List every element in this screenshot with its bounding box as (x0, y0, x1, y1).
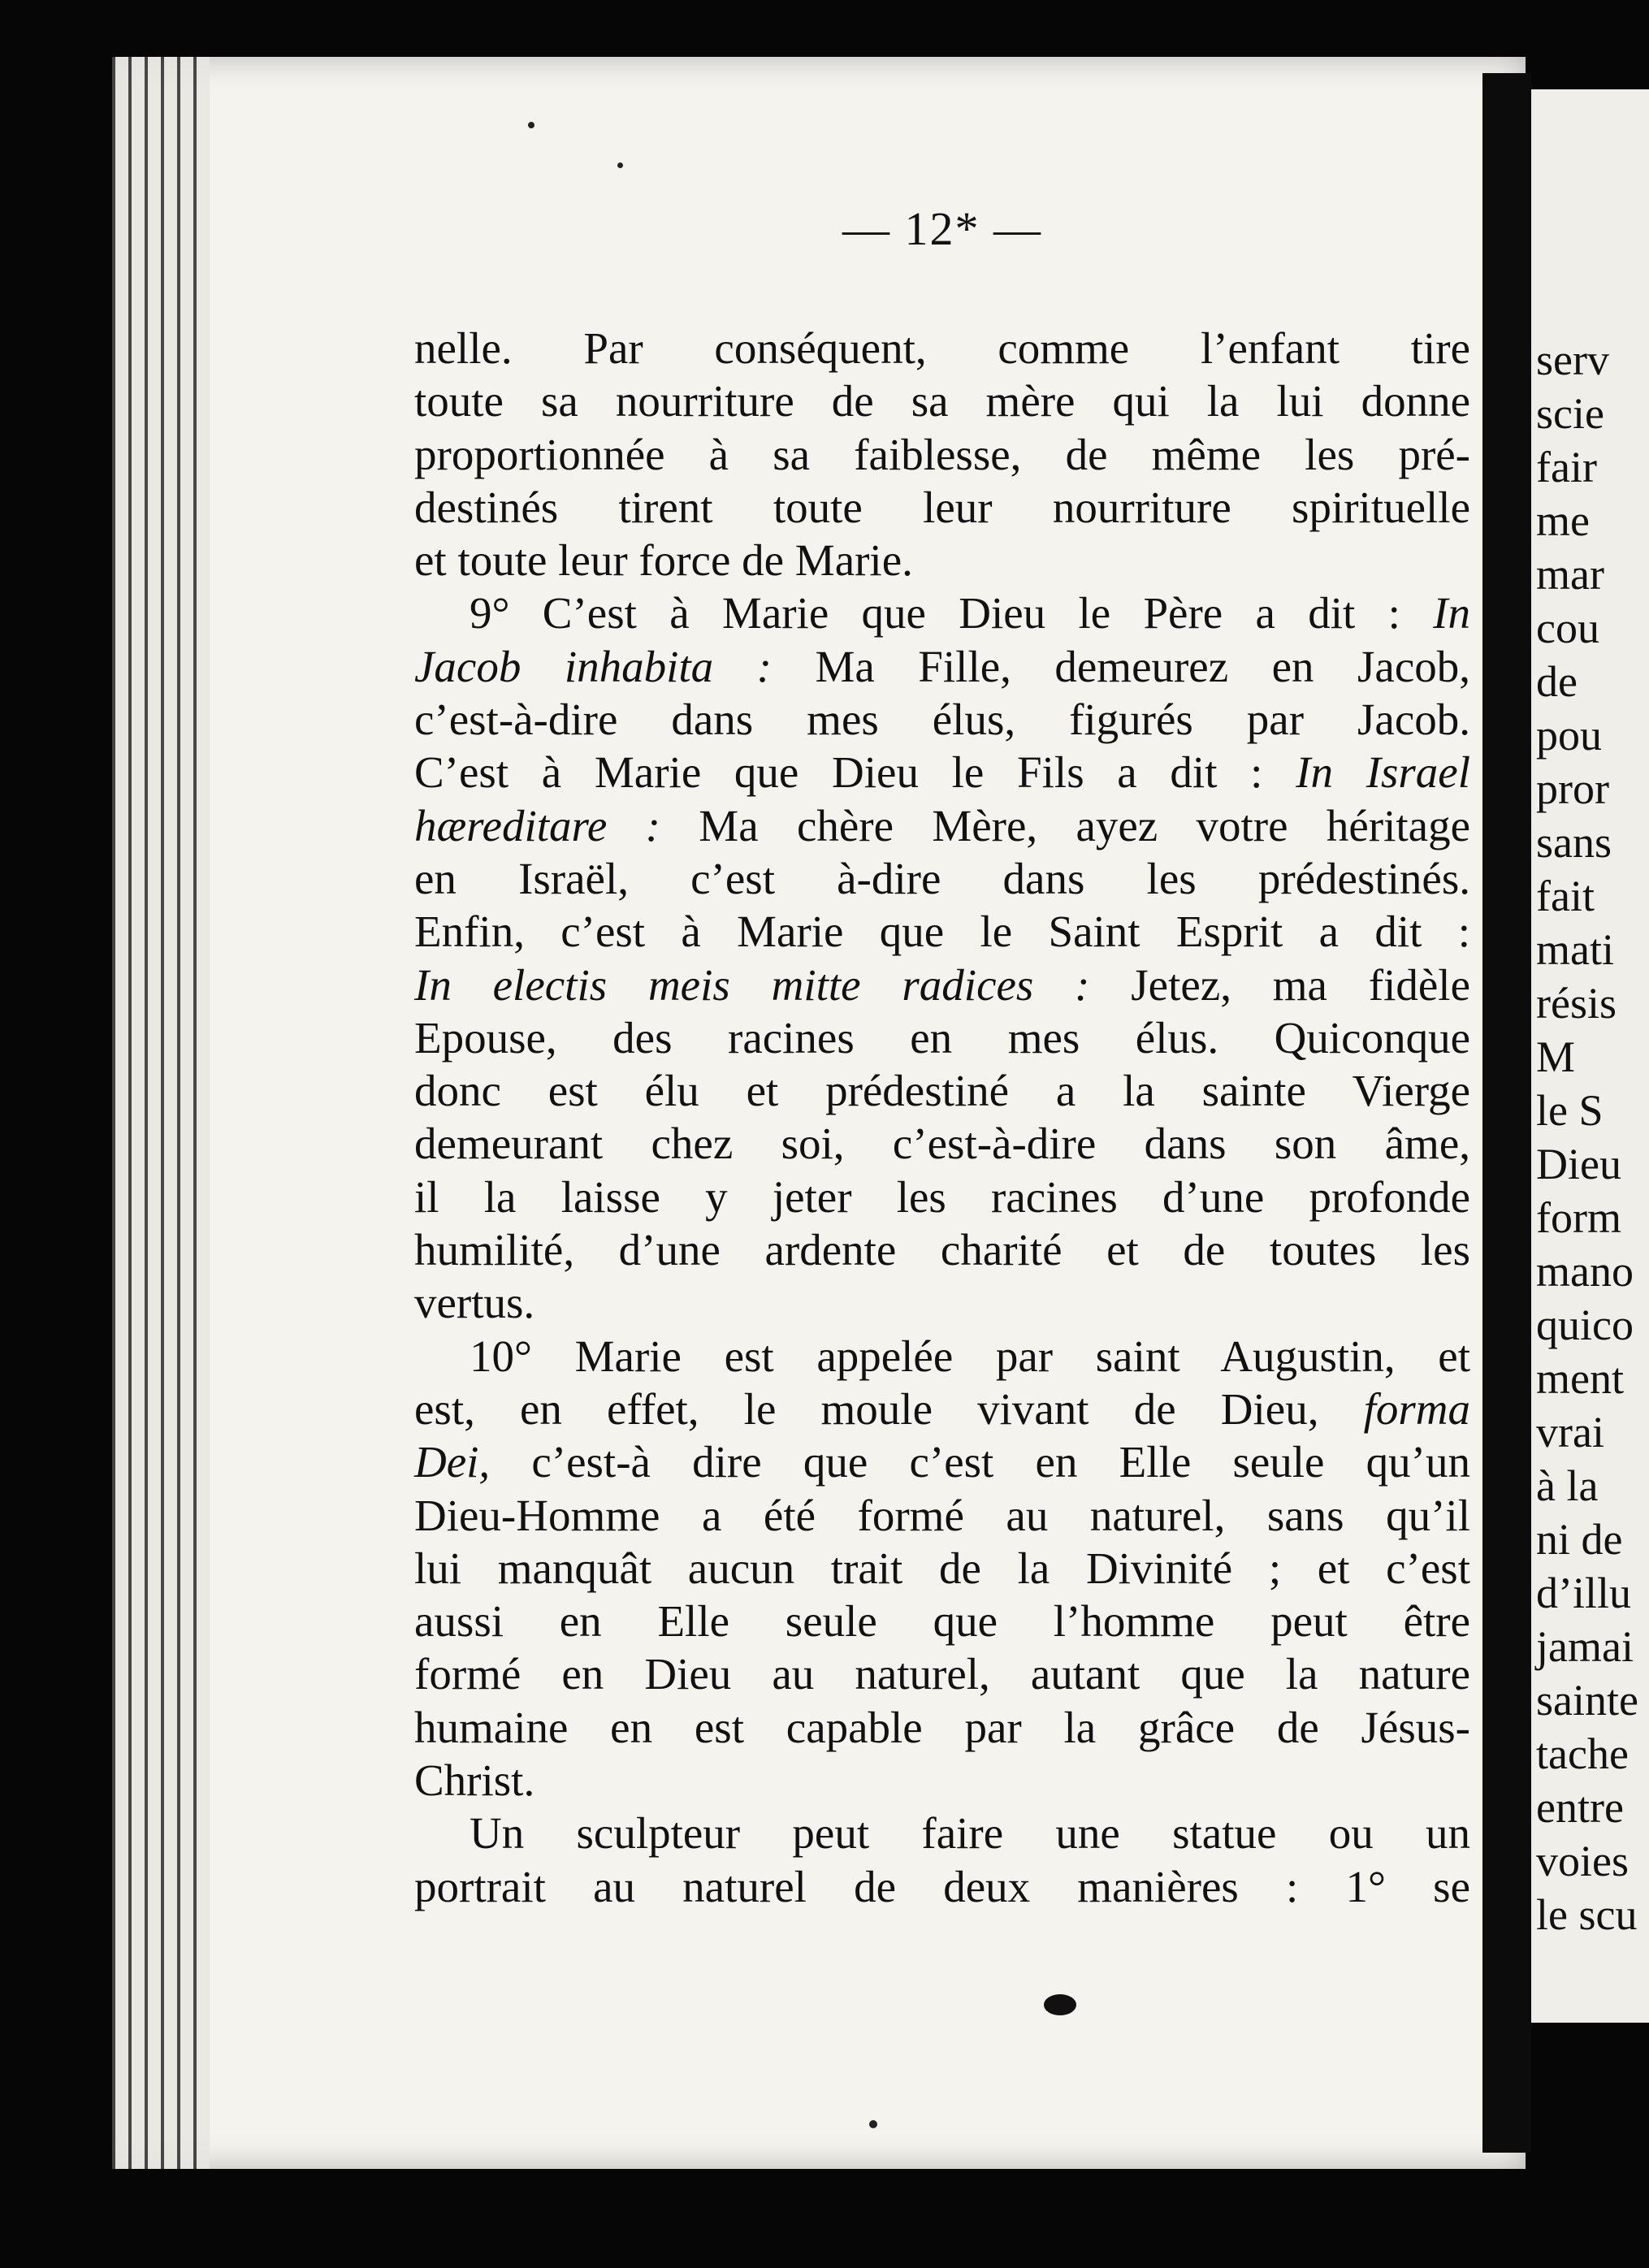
text-segment: Un sculpteur peut faire une statue ou un (470, 1808, 1470, 1859)
next-page-line: résis (1536, 979, 1617, 1028)
text-segment: Christ. (414, 1755, 535, 1806)
text-line (414, 1542, 1470, 1595)
page-text (414, 322, 1470, 1913)
text-line (414, 1860, 1470, 1913)
next-page-line: ment (1536, 1354, 1624, 1403)
next-page-line: ni de (1536, 1515, 1623, 1564)
text-line (414, 852, 1470, 905)
text-line (414, 1064, 1470, 1117)
text-segment: toute sa nourriture de sa mère qui la lui donne (414, 376, 1470, 426)
next-page-text (1531, 333, 1649, 1941)
speck (528, 122, 535, 128)
next-page-line: me (1536, 496, 1590, 545)
text-line (414, 428, 1470, 481)
next-page-line: form (1536, 1193, 1621, 1242)
text-segment: humilité, d’une ardente charité et de toutes les (414, 1225, 1470, 1275)
text-segment: 10° Marie est appelée par saint Augustin, et (470, 1331, 1470, 1381)
text-segment: destinés tirent toute leur nourriture spirituelle (414, 482, 1470, 532)
text-segment: humaine en est capable par la grâce de Jésus- (414, 1702, 1470, 1752)
latin-quote: forma (1363, 1383, 1470, 1434)
text-segment: Epouse, des racines en mes élus. Quiconque (414, 1012, 1470, 1063)
text-line (414, 640, 1470, 693)
text-segment: 9° C’est à Marie que Dieu le Père a dit : (470, 588, 1434, 638)
text-line (414, 693, 1470, 746)
text-segment: lui manquât aucun trait de la Divinité ; et c’est (414, 1543, 1470, 1593)
text-line (414, 374, 1470, 427)
next-page-line: fait (1536, 872, 1595, 920)
text-line (414, 799, 1470, 852)
speck (617, 162, 623, 168)
next-page-line: scie (1536, 389, 1604, 438)
latin-quote: In Israel (1296, 747, 1471, 798)
next-page-line: cou (1536, 604, 1599, 652)
page-number: — 12* — (842, 202, 1042, 255)
text-line (414, 1595, 1470, 1647)
text-line (414, 1223, 1470, 1276)
text-line (414, 1489, 1470, 1542)
next-page-line: pror (1536, 764, 1609, 813)
latin-quote: hæreditare : (414, 800, 660, 850)
text-segment: et toute leur force de Marie. (414, 535, 913, 586)
next-page-line: voies (1536, 1837, 1629, 1885)
text-segment: Ma Fille, demeurez en Jacob, (771, 641, 1471, 691)
text-line (414, 1171, 1470, 1223)
latin-quote: Dei, (414, 1437, 491, 1487)
text-segment: Ma chère Mère, ayez votre héritage (660, 800, 1470, 850)
text-segment: c’est-à-dire dans mes élus, figurés par Jacob. (414, 695, 1470, 745)
next-page-line: tache (1536, 1729, 1629, 1778)
text-segment: c’est-à dire que c’est en Elle seule qu’un (490, 1437, 1470, 1487)
text-segment: Dieu-Homme a été formé au naturel, sans qu’il (414, 1490, 1470, 1540)
next-page-line: fair (1536, 443, 1597, 491)
printer-ornament (1044, 1994, 1076, 2015)
text-line (414, 746, 1470, 799)
text-segment: demeurant chez soi, c’est-à-dire dans son âme, (414, 1119, 1470, 1169)
page-edges (112, 57, 210, 2169)
text-line (414, 1701, 1470, 1754)
text-segment: nelle. Par conséquent, comme l’enfant tire (414, 323, 1470, 373)
text-segment: Jetez, ma fidèle (1089, 959, 1470, 1010)
next-page-line: entre (1536, 1783, 1624, 1832)
text-line (414, 1011, 1470, 1064)
text-segment: vertus. (414, 1278, 535, 1328)
latin-quote: In (1433, 588, 1470, 638)
text-segment: est, en effet, le moule vivant de Dieu, (414, 1383, 1364, 1434)
next-page-line: le scu (1536, 1890, 1638, 1939)
next-page-line: M (1536, 1032, 1576, 1081)
next-page-line: mano (1536, 1247, 1634, 1296)
speck (869, 2120, 877, 2128)
text-segment: donc est élu et prédestiné a la sainte Vierge (414, 1066, 1470, 1116)
next-page-line: de (1536, 657, 1578, 706)
next-page-line: mar (1536, 550, 1604, 599)
text-line (414, 1807, 1470, 1859)
text-line (414, 1330, 1470, 1383)
text-line (414, 322, 1470, 374)
next-page-line: jamai (1536, 1622, 1634, 1671)
text-line (414, 1276, 1470, 1329)
text-line (414, 534, 1470, 586)
text-line (414, 905, 1470, 958)
text-segment: il la laisse y jeter les racines d’une profonde (414, 1171, 1470, 1222)
text-line (414, 1647, 1470, 1700)
next-page-line: à la (1536, 1461, 1599, 1510)
next-page-line: d’illu (1536, 1569, 1631, 1617)
next-page-line: vrai (1536, 1408, 1604, 1456)
text-line (414, 1383, 1470, 1435)
text-line (414, 1754, 1470, 1807)
text-line (414, 1117, 1470, 1170)
next-page-line: le S (1536, 1086, 1604, 1135)
text-segment: en Israël, c’est à-dire dans les prédestinés. (414, 853, 1470, 903)
text-line (414, 586, 1470, 639)
text-segment: formé en Dieu au naturel, autant que la nature (414, 1649, 1470, 1699)
next-page-line: sainte (1536, 1676, 1638, 1725)
text-segment: proportionnée à sa faiblesse, de même les pré- (414, 429, 1470, 479)
text-line (414, 481, 1470, 534)
text-segment: Enfin, c’est à Marie que le Saint Esprit a dit : (414, 907, 1470, 957)
next-page-line: mati (1536, 925, 1614, 974)
next-page-line: quico (1536, 1301, 1634, 1349)
text-segment: C’est à Marie que Dieu le Fils a dit : (414, 747, 1296, 798)
text-line (414, 959, 1470, 1011)
text-segment: aussi en Elle seule que l’homme peut être (414, 1596, 1470, 1647)
next-page-line: pou (1536, 711, 1602, 760)
next-page-line: Dieu (1536, 1140, 1621, 1188)
text-segment: portrait au naturel de deux manières : 1° se (414, 1861, 1470, 1911)
latin-quote: In electis meis mitte radices : (414, 959, 1090, 1010)
book-gutter (1482, 73, 1531, 2153)
next-page-line: sans (1536, 818, 1612, 867)
next-page-line: serv (1536, 335, 1609, 384)
latin-quote: Jacob inhabita : (414, 641, 772, 691)
text-line (414, 1435, 1470, 1488)
